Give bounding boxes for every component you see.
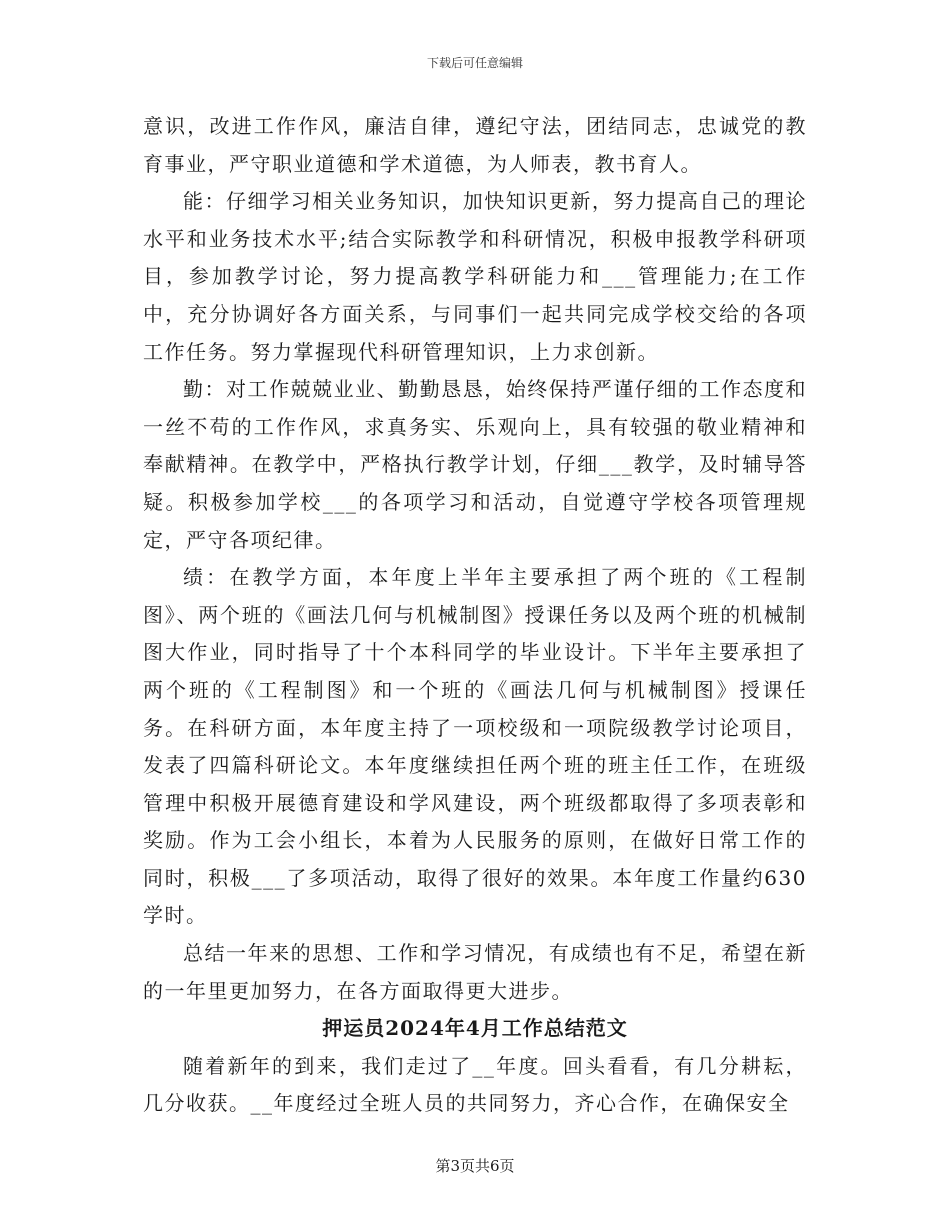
paragraph-diligence: 勤：对工作兢兢业业、勤勤恳恳，始终保持严谨仔细的工作态度和一丝不苟的工作作风，求真务实、乐观向上，具有较强的敬业精神和奉献精神。在教学中，严格执行教学计划，仔细___教学，及时辅导答疑。积极参加学校___的各项学习和活动，自觉遵守学校各项管理规定，严守各项纪律。: [143, 377, 807, 552]
paragraph-summary: 总结一年来的思想、工作和学习情况，有成绩也有不足，希望在新的一年里更加努力，在各方面取得更大进步。: [143, 941, 807, 1003]
page-number: 第3页共6页: [435, 1157, 515, 1175]
section-title: 押运员2024年4月工作总结范文: [322, 1016, 628, 1041]
page-header-note: 下载后可任意编辑: [426, 56, 523, 70]
paragraph-achievement: 绩：在教学方面，本年度上半年主要承担了两个班的《工程制图》、两个班的《画法几何与机械制图》授课任务以及两个班的机械制图大作业，同时指导了十个本科同学的毕业设计。下半年主要承担了两个班的《工程制图》和一个班的《画法几何与机械制图》授课任务。在科研方面，本年度主持了一项校级和一项院级教学讨论项目，发表了四篇科研论文。本年度继续担任两个班的班主任工作，在班级管理中积极开展德育建设和学风建设，两个班级都取得了多项表彰和奖励。作为工会小组长，本着为人民服务的原则，在做好日常工作的同时，积极___了多项活动，取得了很好的效果。本年度工作量约630学时。: [143, 565, 807, 928]
paragraph-continuation: 意识，改进工作作风，廉洁自律，遵纪守法，团结同志，忠诚党的教育事业，严守职业道德和学术道德，为人师表，教书育人。: [143, 114, 807, 176]
paragraph-ability: 能：仔细学习相关业务知识，加快知识更新，努力提高自己的理论水平和业务技术水平;结合实际教学和科研情况，积极申报教学科研项目，参加教学讨论，努力提高教学科研能力和___管理能力;在工作中，充分协调好各方面关系，与同事们一起共同完成学校交给的各项工作任务。努力掌握现代科研管理知识，上力求创新。: [143, 189, 807, 364]
document-body: [143, 108, 807, 1123]
paragraph-section-intro: 随着新年的到来，我们走过了__年度。回头看看，有几分耕耘，几分收获。__年度经过全班人员的共同努力，齐心合作，在确保安全: [143, 1053, 807, 1116]
